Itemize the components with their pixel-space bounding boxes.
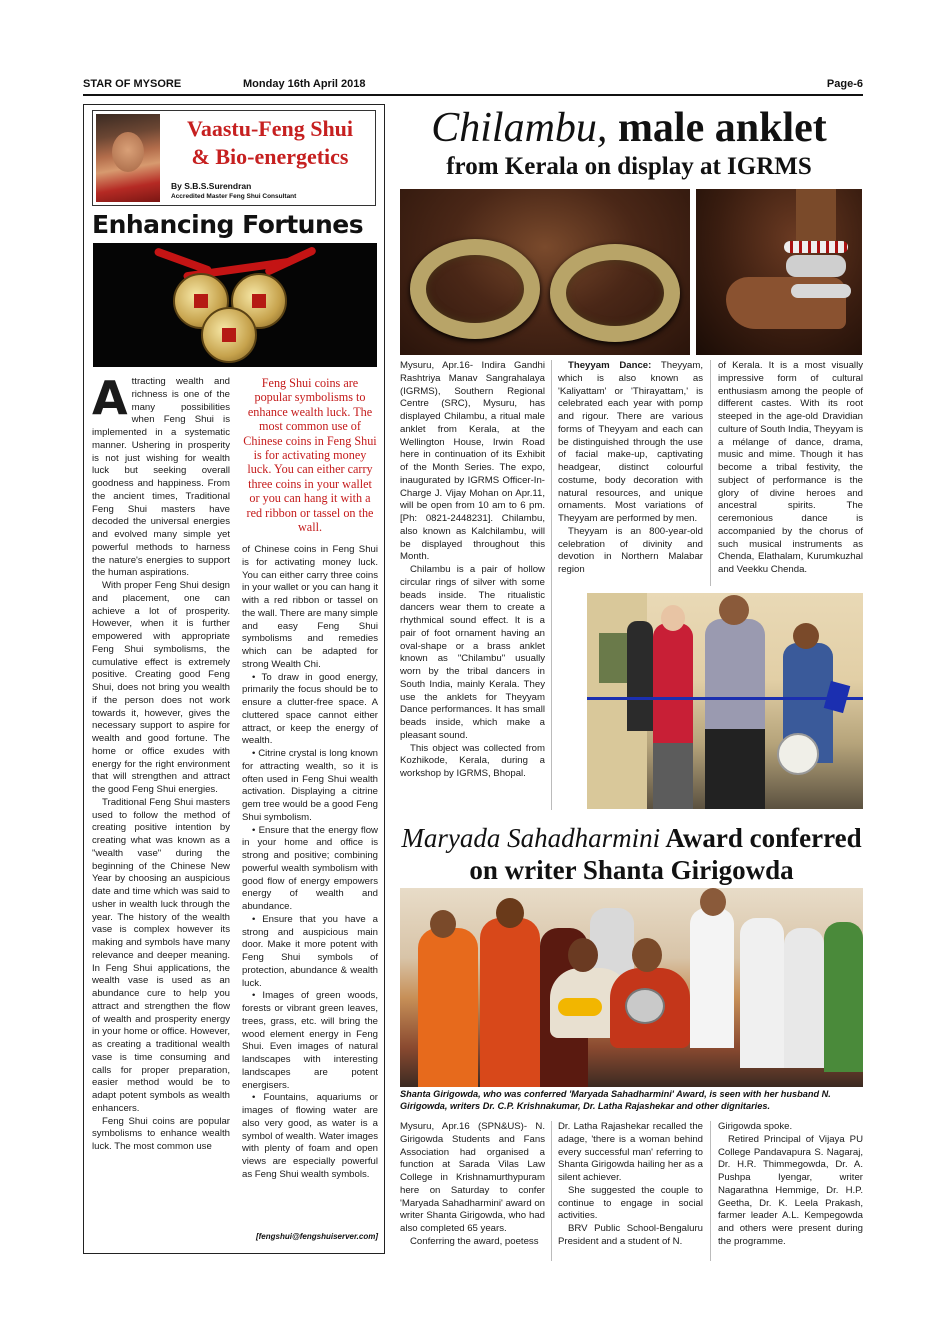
byline-role: Accredited Master Feng Shui Consultant	[171, 193, 297, 200]
column-logo	[92, 110, 376, 206]
column-title-line1: Vaastu-Feng Shui	[186, 116, 354, 141]
award-caption: Shanta Girigowda, who was conferred 'Maryada Sahadharmini' Award, is seen with her husband N. Girigowda, writers Dr. C.P. Krishnakumar, Dr. Latha Rajashekar and other dignitaries.	[400, 1089, 831, 1111]
chilambu-subhead: from Kerala on display at IGRMS	[446, 153, 812, 180]
coins-photo	[93, 243, 377, 367]
masthead	[83, 78, 863, 94]
pull-quote: Feng Shui coins are popular symbolisms to enhance wealth luck. The most common use of Chinese coins in Feng Shui is for activating money luck. You can either carry three coins in your wallet or you can hang it with a red ribbon or tassel on the wall.	[243, 376, 377, 535]
maryada-text-3: Girigowda spoke. Retired Principal of Vijaya PU College Pandavapura S. Nagaraj, Dr. H.R. Thimmegowda, Dr. A. Pushpa Iyengar, writer Nagarathna Hemmige, Dr. H.P. Geetha, Dr. K. Leela Prakash, farmer leader A.L. Kempegowda and others were present during the programme.	[718, 1121, 863, 1247]
chilambu-text-1: Mysuru, Apr.16- Indira Gandhi Rashtriya Manav Sangrahalaya (IGRMS), Southern Regional Centre (SRC), Mysuru, has displayed Chilambu, a ritual male anklet from Kerala, at the Wellington House, Irwin Road here in continuation of its Exhibit of the Month Series. The expo, inaugurated by IGRMS Officer-In-Charge J. Vijay Mohan on Apr.11, will be open from 10 am to 6 pm. [Ph: 0821-2448231]. Chilambu, also known as Kalchilambu, will be displayed throughout this Month. Chilambu is a pair of hollow circular rings of silver with some beads inside. The ritualistic dancers wear them to create a rhythmical sound effect. It is a pair of foot ornament having an oval-shape or a brass anklet known as "Chilambu" usually worn by the tribal dancers in South India, mainly Kerala. They use the anklets for Theyyam Dance performances. It has small beads inside, which make a pleasant sound. This object was collected from Kozhikode, Kerala, during a workshop by IGRMS, Bhopal.	[400, 360, 545, 779]
chilambu-text-3: of Kerala. It is a most visually impressive form of cultural enthusiasm among the people of different castes. With its root steeped in the age-old Dravidian culture of South India, Theyyam is a mélange of dance, drama, music and mime. Though it has become a tribal festivity, the subject of performance is the glory of divine heroes and ancestral spirits. The ceremonious dance is accompanied by the chorus of such musical instruments as Chenda, Elathalam, Kurumkuzhal and Veekku Chenda.	[718, 360, 863, 575]
maryada-subhead: on writer Shanta Girigowda	[469, 855, 794, 885]
byline: By S.B.S.Surendran	[171, 181, 252, 191]
anklets-photo	[400, 189, 690, 355]
maryada-headline: Maryada Sahadharmini Award conferred	[401, 823, 862, 853]
column-text-2: of Chinese coins in Feng Shui is for activating money luck. You can either carry three coins in your wallet or you can hang it with a red ribbon or tassel on the wall. There are many simple and easy Feng Shui symbolisms and remedies which can be adapted for strong Wealth Chi. • To draw in good energy, primarily the focus should be to ensure a clutter-free space. A cluttered space cannot either attract, or keep the energy of wealth. • Citrine crystal is long known for attracting wealth, so it is often used in Feng Shui wealth activation. Displaying a citrine gem tree would be a good Feng Shui symbolism. • Ensure that the energy flow in your home and office is strong and positive; combining powerful wealth symbolism with good flow of energy empowers energy of wealth and abundance. • Ensure that you have a strong and auspicious main door. Make it more potent with Feng Shui symbols of protection, abundance & wealth luck. • Images of green woods, forests or vibrant green leaves, trees, grass, etc. will bring the wood element energy in Feng Shui. Even images of natural landscapes with interesting landscapes are potent energisers. • Fountains, aquariums or images of flowing water are also very good, as water is a symbol of wealth. Water images with plenty of foam and open views are especially powerful as Feng Shui wealth symbols.	[242, 544, 378, 1180]
theyyam-lead: Theyyam Dance:	[568, 360, 652, 371]
maryada-text-1: Mysuru, Apr.16 (SPN&US)- N. Girigowda Students and Fans Association had organised a function at Sarada Vilas Law College in Krishnamurthypuram here on Saturday to confer 'Maryada Sahadharmini' award on writer Shanta Girigowda, who had also completed 65 years. Conferring the award, poetess	[400, 1121, 545, 1247]
column-text-1: Attracting wealth and richness is one of the many possibilities when Feng Shui is implemented in a systematic manner. Ushering in prosperity is not just wishing for wealth luck but seeking overall goodness and happiness. From the ancient times, Traditional Feng Shui masters have decoded the universal energies and evolved many simple yet powerful methods to harness the nature's energies to support the human aspirations. With proper Feng Shui design and placement, one can achieve a lot of prosperity. However, when it is further empowered with appropriate Feng Shui symbolisms, the cumulative effect is extremely positive. Creating good Feng Shui, does not bring you wealth if the person does not work towards it, however, gives the necessary support to aspire for wealth and good fortune. The home or office exudes with energy for the right environment that will strengthen and attract the good Feng Shui energies. Traditional Feng Shui masters used to follow the method of creating positive intention by creating what was known as a "wealth vase" during the beginning of the Chinese New Year by choosing an auspicious date and time which was said to usher in wealth luck through the year. The history of the wealth vase is complex however its making and symbols have many relevance and deeper meaning. In Feng Shui applications, the wealth vase is used as an abundance cure to help you attract and strengthen the flow of wealth and prosperity energy in your home or office. However, as creating a traditional wealth vase is time consuming and calls for proper preparation, easier method would be to adapt potent symbols as wealth enhancers. Feng Shui coins are popular symbolisms to enhance wealth luck. The most common use	[92, 371, 230, 1152]
paper-name: STAR OF MYSORE	[83, 78, 182, 90]
email-signoff: [fengshui@fengshuiserver.com]	[255, 1232, 378, 1241]
award-photo	[400, 888, 863, 1087]
column-heading: Enhancing Fortunes	[92, 210, 364, 239]
chilambu-headline: Chilambu, male anklet	[431, 105, 827, 151]
chilambu-text-2: Theyyam Dance: Theyyam, which is also known as 'Kaliyattam' or 'Thirayattam,' is celebrated each year with pomp and rigour. There are various forms of Theyyam and each can be distinguished through the use of facial make-up, captivating headgear, distinct colourful costume, body decoration with natural resources, and unique ornaments. Most variations of Theyyam are performed by men. Theyyam is an 800-year-old celebration of divinity and devotion in Northern Malabar region	[558, 360, 703, 575]
coin-icon	[201, 307, 257, 363]
column-title-line2: & Bio-energetics	[191, 144, 349, 169]
foot-anklet-photo	[696, 189, 862, 355]
maryada-text-2: Dr. Latha Rajashekar recalled the adage, 'there is a woman behind every successful man' referring to Shanta Girigowda hailing her as a silent achiever. She suggested the couple to continue to engage in social activities. BRV Public School-Bengaluru President and a student of N.	[558, 1121, 703, 1247]
dropcap: A	[92, 371, 128, 425]
author-portrait	[96, 114, 160, 202]
masthead-rule	[83, 94, 863, 96]
issue-date: Monday 16th April 2018	[243, 78, 366, 90]
inauguration-photo	[587, 593, 863, 809]
page-number: Page-6	[826, 78, 863, 90]
